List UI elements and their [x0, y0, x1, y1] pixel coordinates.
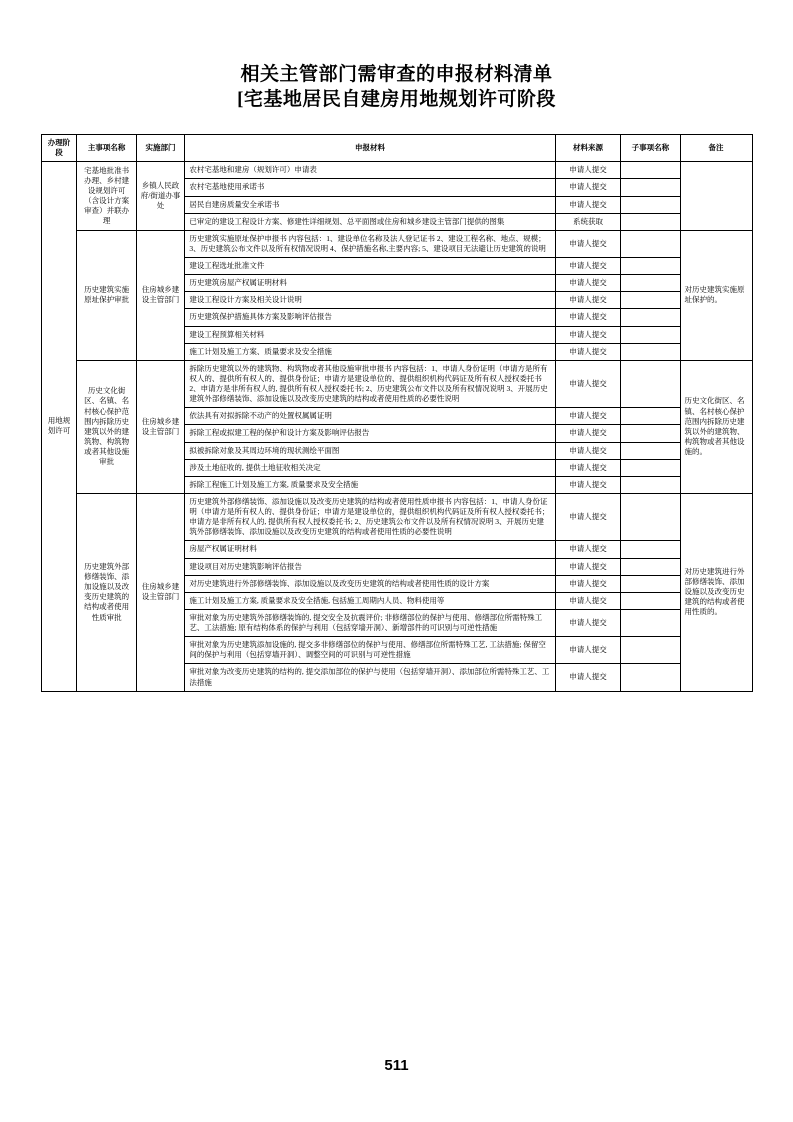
cell-material: 农村宅基地和建房（规划许可）申请表 — [185, 162, 555, 179]
cell-sub-item — [621, 360, 680, 408]
cell-material: 拆除工程或拟建工程的保护和设计方案及影响评估报告 — [185, 425, 555, 442]
cell-material: 拟被拆除对象及其周边环境的现状测绘平面图 — [185, 442, 555, 459]
title-line-1: 相关主管部门需审查的申报材料清单 — [240, 64, 553, 85]
cell-remark: 对历史建筑实施原址保护的。 — [680, 230, 752, 360]
cell-sub-item — [621, 609, 680, 636]
cell-sub-item — [621, 541, 680, 558]
cell-sub-item — [621, 408, 680, 425]
cell-material: 施工计划及施工方案、质量要求及安全措施 — [185, 343, 555, 360]
cell-material: 对历史建筑进行外部修缮装饰、添加设施以及改变历史建筑的结构或者使用性质的设计方案 — [185, 575, 555, 592]
table-row — [41, 230, 752, 257]
header-department: 实施部门 — [136, 135, 185, 162]
table-row — [41, 162, 752, 179]
cell-source: 申请人提交 — [555, 258, 621, 275]
header-stage: 办理阶段 — [41, 135, 77, 162]
header-main-item: 主事项名称 — [77, 135, 136, 162]
cell-source: 申请人提交 — [555, 162, 621, 179]
cell-source: 申请人提交 — [555, 292, 621, 309]
cell-department: 乡镇人民政府/街道办事处 — [136, 162, 185, 231]
cell-material: 审批对象为历史建筑添加设施的, 提交多非修缮部位的保护与使用、修缮部位所需特殊工艺, 工法措施; 保留空间的保护与利用（包括穿墙开洞）、调整空间的可识别与可逆性措施 — [185, 637, 555, 664]
cell-stage: 用地规划许可 — [41, 162, 77, 691]
cell-sub-item — [621, 275, 680, 292]
cell-sub-item — [621, 343, 680, 360]
cell-source: 申请人提交 — [555, 230, 621, 257]
cell-material: 建设工程选址批准文件 — [185, 258, 555, 275]
cell-sub-item — [621, 592, 680, 609]
cell-material: 农村宅基地使用承诺书 — [185, 179, 555, 196]
cell-source: 申请人提交 — [555, 196, 621, 213]
title-line-2: [宅基地居民自建房用地规划许可阶段 — [237, 89, 556, 110]
cell-material: 涉及土地征收的, 提供土地征收相关决定 — [185, 459, 555, 476]
cell-sub-item — [621, 637, 680, 664]
cell-material: 审批对象为改变历史建筑的结构的, 提交添加部位的保护与使用（包括穿墙开洞）、添加部位所需特殊工艺、工法措施 — [185, 664, 555, 691]
header-materials: 申报材料 — [185, 135, 555, 162]
cell-sub-item — [621, 459, 680, 476]
cell-main-item: 宅基地批准书办理、乡村建设规划许可（含设计方案审查）并联办理 — [77, 162, 136, 231]
header-row — [41, 135, 752, 162]
cell-department: 住房城乡建设主管部门 — [136, 493, 185, 691]
table-row — [41, 360, 752, 408]
cell-material: 依法具有对拟拆除不动产的处置权属属证明 — [185, 408, 555, 425]
cell-source: 申请人提交 — [555, 575, 621, 592]
cell-sub-item — [621, 493, 680, 541]
cell-department: 住房城乡建设主管部门 — [136, 360, 185, 493]
cell-material: 审批对象为历史建筑外部修缮装饰的, 提交安全及抗震评价; 非修缮部位的保护与使用、修缮部位所需特殊工艺、工法措施; 原有结构体系的保护与利用（包括穿墙开洞）、新增部件的可识别与可逆性措施 — [185, 609, 555, 636]
header-remark: 备注 — [680, 135, 752, 162]
cell-source: 申请人提交 — [555, 275, 621, 292]
cell-source: 申请人提交 — [555, 459, 621, 476]
cell-material: 历史建筑房屋产权属证明材料 — [185, 275, 555, 292]
cell-source: 申请人提交 — [555, 425, 621, 442]
cell-material: 已审定的建设工程设计方案、修建性详细规划、总平面图或住房和城乡建设主管部门提供的图集 — [185, 213, 555, 230]
cell-source: 申请人提交 — [555, 442, 621, 459]
cell-main-item: 历史建筑外部修缮装饰、添加设施以及改变历史建筑的结构或者使用性质审批 — [77, 493, 136, 691]
cell-sub-item — [621, 162, 680, 179]
cell-sub-item — [621, 558, 680, 575]
page-number: 511 — [384, 1057, 409, 1074]
cell-source: 申请人提交 — [555, 558, 621, 575]
cell-material: 施工计划及施工方案, 质量要求及安全措施, 包括施工周期内人员、物料使用等 — [185, 592, 555, 609]
cell-source: 申请人提交 — [555, 664, 621, 691]
header-source: 材料来源 — [555, 135, 621, 162]
cell-main-item: 历史建筑实施原址保护审批 — [77, 230, 136, 360]
cell-remark — [680, 162, 752, 231]
cell-sub-item — [621, 179, 680, 196]
cell-source: 申请人提交 — [555, 476, 621, 493]
cell-source: 系统获取 — [555, 213, 621, 230]
cell-remark: 历史文化街区、名镇、名村核心保护范围内拆除历史建筑以外的建筑物、构筑物或者其他设施的。 — [680, 360, 752, 493]
header-sub-item: 子事项名称 — [621, 135, 680, 162]
cell-source: 申请人提交 — [555, 179, 621, 196]
cell-sub-item — [621, 476, 680, 493]
cell-sub-item — [621, 575, 680, 592]
cell-sub-item — [621, 425, 680, 442]
cell-sub-item — [621, 213, 680, 230]
cell-source: 申请人提交 — [555, 326, 621, 343]
cell-material: 拆除工程施工计划及施工方案, 质量要求及安全措施 — [185, 476, 555, 493]
cell-sub-item — [621, 258, 680, 275]
cell-source: 申请人提交 — [555, 343, 621, 360]
cell-sub-item — [621, 292, 680, 309]
cell-source: 申请人提交 — [555, 493, 621, 541]
cell-source: 申请人提交 — [555, 360, 621, 408]
cell-source: 申请人提交 — [555, 309, 621, 326]
cell-material: 拆除历史建筑以外的建筑物、构筑物或者其他设施审批申报书 内容包括：1、申请人身份证明（申请方是所有权人的、提供所有权人的、提供身份证；申请方是建设单位的、提供组织机构代码证及所有权人授权委托书 2、申请方是非所有权人的, 提供所有权人授权委托书; 2、历史建筑公布文件以及所有权情况说明 3、开展历史建筑外部修缮装饰、添加设施以及改变历史建筑的结构或者使用性质的必要性说明 — [185, 360, 555, 408]
document-title — [0, 0, 793, 112]
cell-material: 房屋产权属证明材料 — [185, 541, 555, 558]
cell-sub-item — [621, 442, 680, 459]
cell-sub-item — [621, 309, 680, 326]
cell-sub-item — [621, 196, 680, 213]
cell-department: 住房城乡建设主管部门 — [136, 230, 185, 360]
cell-material: 历史建筑外部修缮装饰、添加设施以及改变历史建筑的结构或者使用性质申报书 内容包括：1、申请人身份证明（申请方是所有权人的、提供身份证；申请方是建设单位的，提供组织机构代码证及所有权人授权委托书；申请方是非所有权人的, 提供所有权人授权委托书; 2、历史建筑公布文件以及所有权情况说明 3、开展历史建筑外部修缮装饰、添加设施以及改变历史建筑的结构或者使用性质的必要性说明 — [185, 493, 555, 541]
table-header — [41, 135, 752, 162]
cell-material: 建设项目对历史建筑影响评估报告 — [185, 558, 555, 575]
materials-table — [41, 134, 753, 692]
table-row — [41, 493, 752, 541]
cell-material: 历史建筑实施原址保护申报书 内容包括：1、建设单位名称及法人登记证书 2、建设工程名称、地点、规模；3、历史建筑公布文件以及所有权情况说明 4、保护措施名称,主要内容; 5、建设项目无法避让历史建筑的说明 — [185, 230, 555, 257]
cell-source: 申请人提交 — [555, 637, 621, 664]
cell-remark: 对历史建筑进行外部修缮装饰、添加设施以及改变历史建筑的结构或者使用性质的。 — [680, 493, 752, 691]
cell-source: 申请人提交 — [555, 592, 621, 609]
cell-main-item: 历史文化街区、名镇、名村核心保护范围内拆除历史建筑以外的建筑物、构筑物或者其他设施审批 — [77, 360, 136, 493]
cell-material: 居民自建房质量安全承诺书 — [185, 196, 555, 213]
cell-source: 申请人提交 — [555, 541, 621, 558]
cell-material: 建设工程设计方案及相关设计说明 — [185, 292, 555, 309]
cell-sub-item — [621, 326, 680, 343]
cell-material: 历史建筑保护措施具体方案及影响评估报告 — [185, 309, 555, 326]
cell-sub-item — [621, 230, 680, 257]
cell-sub-item — [621, 664, 680, 691]
cell-material: 建设工程预算相关材料 — [185, 326, 555, 343]
table-body — [41, 162, 752, 691]
cell-source: 申请人提交 — [555, 408, 621, 425]
cell-source: 申请人提交 — [555, 609, 621, 636]
